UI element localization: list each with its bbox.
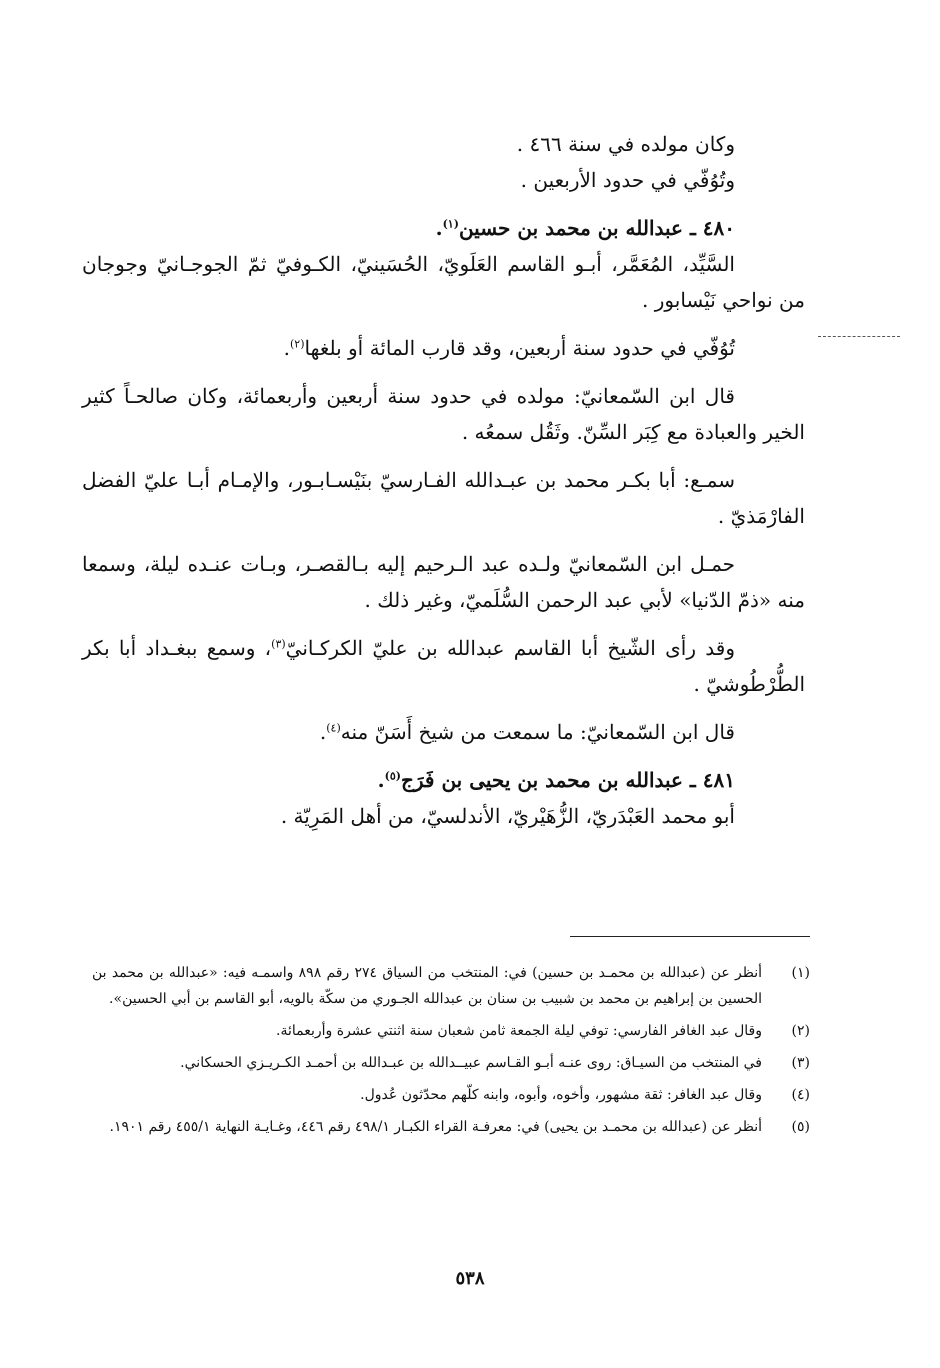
entry-480-death: تُوُفّي في حدود سنة أربعين، وقد قارب المائة أو بلغها$^{(٢)}$. (283, 336, 735, 360)
footnote-text: وقال عبد الغافر الفارسي: توفي ليلة الجمعة ثامن شعبان سنة اثنتي عشرة وأربعمائة. (276, 1023, 762, 1039)
entry-481-lineage: أبو محمد العَبْدَريّ، الزُّهَيْريّ، الأندلسيّ، من أهل المَرِيّة . (280, 804, 735, 828)
footnote-number: (٤) (791, 1087, 810, 1103)
footnote-text: وقال عبد الغافر: ثقة مشهور، وأخوه، وأبوه، وابنه كلّهم محدّثون عُدول. (360, 1087, 762, 1103)
footnote-separator (570, 936, 810, 937)
footnotes (92, 960, 810, 1146)
footnote-text: أنظر عن (عبدالله بن محمـد بن يحيى) في: معرفـة القراء الكبـار ٤٩٨/١ رقم ٤٤٦، وغـايـة النهاية ٤٥٥/١ رقم ١٩٠١. (109, 1119, 762, 1135)
margin-dash-mark (818, 336, 900, 337)
footnote-5 (92, 1114, 810, 1140)
entry-480-heading: ٤٨٠ ـ عبدالله بن محمد بن حسين$^{(١)}$. (435, 216, 735, 240)
footnote-1 (92, 960, 810, 1012)
footnote-4 (92, 1082, 810, 1108)
main-text (82, 126, 805, 846)
entry-481-heading: ٤٨١ ـ عبدالله بن محمد بن يحيى بن فَرَج$^{(٥)}$. (377, 768, 735, 792)
footnote-ref-5: (٥) (384, 769, 401, 783)
entry-480-teachers: سمـع: أبا بكـر محمد بن عبـدالله الفـارسيّ بنَيْسـابـور، والإمـام أبـا عليّ الفضل الفارْمَذيّ . (82, 468, 805, 528)
footnote-text: أنظر عن (عبدالله بن محمـد بن حسين) في: المنتخب من السياق ٢٧٤ رقم ٨٩٨ واسمـه فيه: «عبدالله بن محمد بن الحسين بن إبراهيم بن محمد بن شبيب بن سنان بن عبدالله الجـوري من سكّة بالويه، أبو القاسم بن أبي الحسين». (92, 965, 763, 1007)
footnote-ref-4: (٤) (326, 721, 341, 735)
entry-480-lineage: السَّيِّد، المُعَمَّر، أبـو القاسم العَلَويّ، الحُسَينيّ، الكـوفيّ ثمّ الجوجـانيّ وجوجان من نواحي نَيْسابور . (82, 252, 805, 312)
footnote-2 (92, 1018, 810, 1044)
footnote-ref-3: (٣) (271, 637, 286, 651)
entry-480-karkani: وقد رأى الشّيخ أبا القاسم عبدالله بن عليّ الكركـانيّ$^{(٣)}$، وسمع ببغـداد أبا بكر الطُّرْطُوشيّ . (82, 636, 805, 696)
footnote-ref-2: (٢) (290, 337, 305, 351)
footnote-3 (92, 1050, 810, 1076)
footnote-ref-1: (١) (442, 217, 459, 231)
birth-line: وكان مولده في سنة ٤٦٦ . (516, 132, 735, 156)
footnote-number: (٣) (791, 1055, 810, 1071)
entry-480-samani-quote: قال ابن السّمعانيّ: مولده في حدود سنة أربعين وأربعمائة، وكان صالحـاً كثير الخير والعبادة مع كِبَر السِّنّ. وثَقُل سمعُه . (82, 384, 805, 444)
page-number: ٥٣٨ (455, 1268, 485, 1289)
death-line: وتُوُفّي في حدود الأربعين . (520, 168, 735, 192)
footnote-text: في المنتخب من السيـاق: روى عنـه أبـو القـاسم عبيــدالله بن عبـدالله بن أحمـد الكـريـزي الحسكاني. (180, 1055, 762, 1071)
footnote-number: (١) (791, 965, 810, 981)
entry-480-oldest: قال ابن السّمعانيّ: ما سمعت من شيخ أَسَنّ منه$^{(٤)}$. (319, 720, 735, 744)
footnote-number: (٢) (791, 1023, 810, 1039)
entry-480-students: حمـل ابن السّمعانيّ ولـده عبد الـرحيم إليه بـالقصـر، وبـات عنـده ليلة، وسمعا منه «ذمّ الدّنيا» لأبي عبد الرحمن السُّلَميّ، وغير ذلك . (82, 552, 805, 612)
footnote-number: (٥) (791, 1119, 810, 1135)
